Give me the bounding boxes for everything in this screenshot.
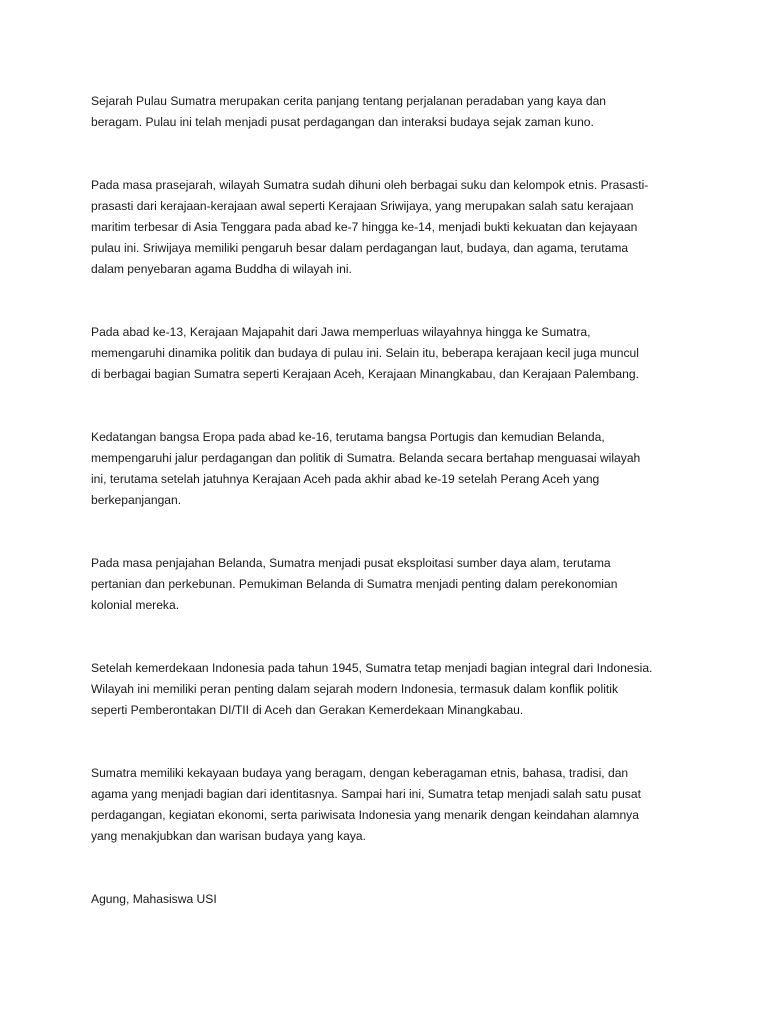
document-page bbox=[91, 91, 701, 910]
paragraph-independence: Setelah kemerdekaan Indonesia pada tahun 1945, Sumatra tetap menjadi bagian integral dari Indonesia. Wilayah ini memiliki peran penting dalam sejarah modern Indonesia, termasuk dalam konflik politik seperti Pemberontakan DI/TII di Aceh dan Gerakan Kemerdekaan Minangkabau. bbox=[91, 661, 653, 717]
paragraph-spacer bbox=[91, 385, 701, 427]
paragraph-prehistory: Pada masa prasejarah, wilayah Sumatra sudah dihuni oleh berbagai suku dan kelompok etnis. Prasasti- prasasti dari kerajaan-kerajaan awal seperti Kerajaan Sriwijaya, yang merupakan salah satu kerajaan maritim terbesar di Asia Tenggara pada abad ke-7 hingga ke-14, menjadi bukti kekuatan dan kejayaan pulau ini. Sriwijaya memiliki pengaruh besar dalam perdagangan laut, budaya, dan agama, terutama dalam penyebaran agama Buddha di wilayah ini. bbox=[91, 178, 649, 276]
paragraph-culture: Sumatra memiliki kekayaan budaya yang beragam, dengan keberagaman etnis, bahasa, tradisi, dan agama yang menjadi bagian dari identitasnya. Sampai hari ini, Sumatra tetap menjadi salah satu pusat perdagangan, kegiatan ekonomi, serta pariwisata Indonesia yang menarik dengan keindahan alamnya yang menakjubkan dan warisan budaya yang kaya. bbox=[91, 766, 641, 843]
author-signature: Agung, Mahasiswa USI bbox=[91, 892, 217, 906]
paragraph-spacer bbox=[91, 847, 701, 889]
paragraph-spacer bbox=[91, 511, 701, 553]
paragraph-spacer bbox=[91, 133, 701, 175]
paragraph-majapahit: Pada abad ke-13, Kerajaan Majapahit dari Jawa memperluas wilayahnya hingga ke Sumatra, memengaruhi dinamika politik dan budaya di pulau ini. Selain itu, beberapa kerajaan kecil juga muncul di berbagai bagian Sumatra seperti Kerajaan Aceh, Kerajaan Minangkabau, dan Kerajaan Palembang. bbox=[91, 325, 639, 381]
paragraph-dutch-colonial: Pada masa penjajahan Belanda, Sumatra menjadi pusat eksploitasi sumber daya alam, terutama pertanian dan perkebunan. Pemukiman Belanda di Sumatra menjadi penting dalam perekonomian kolonial mereka. bbox=[91, 556, 618, 612]
paragraph-intro: Sejarah Pulau Sumatra merupakan cerita panjang tentang perjalanan peradaban yang kaya dan beragam. Pulau ini telah menjadi pusat perdagangan dan interaksi budaya sejak zaman kuno. bbox=[91, 94, 607, 129]
paragraph-spacer bbox=[91, 280, 701, 322]
paragraph-european-arrival: Kedatangan bangsa Eropa pada abad ke-16, terutama bangsa Portugis dan kemudian Belanda, mempengaruhi jalur perdagangan dan politik di Sumatra. Belanda secara bertahap menguasai wilayah ini, terutama setelah jatuhnya Kerajaan Aceh pada akhir abad ke-19 setelah Perang Aceh yang berkepanjangan. bbox=[91, 430, 641, 507]
paragraph-spacer bbox=[91, 616, 701, 658]
paragraph-spacer bbox=[91, 721, 701, 763]
